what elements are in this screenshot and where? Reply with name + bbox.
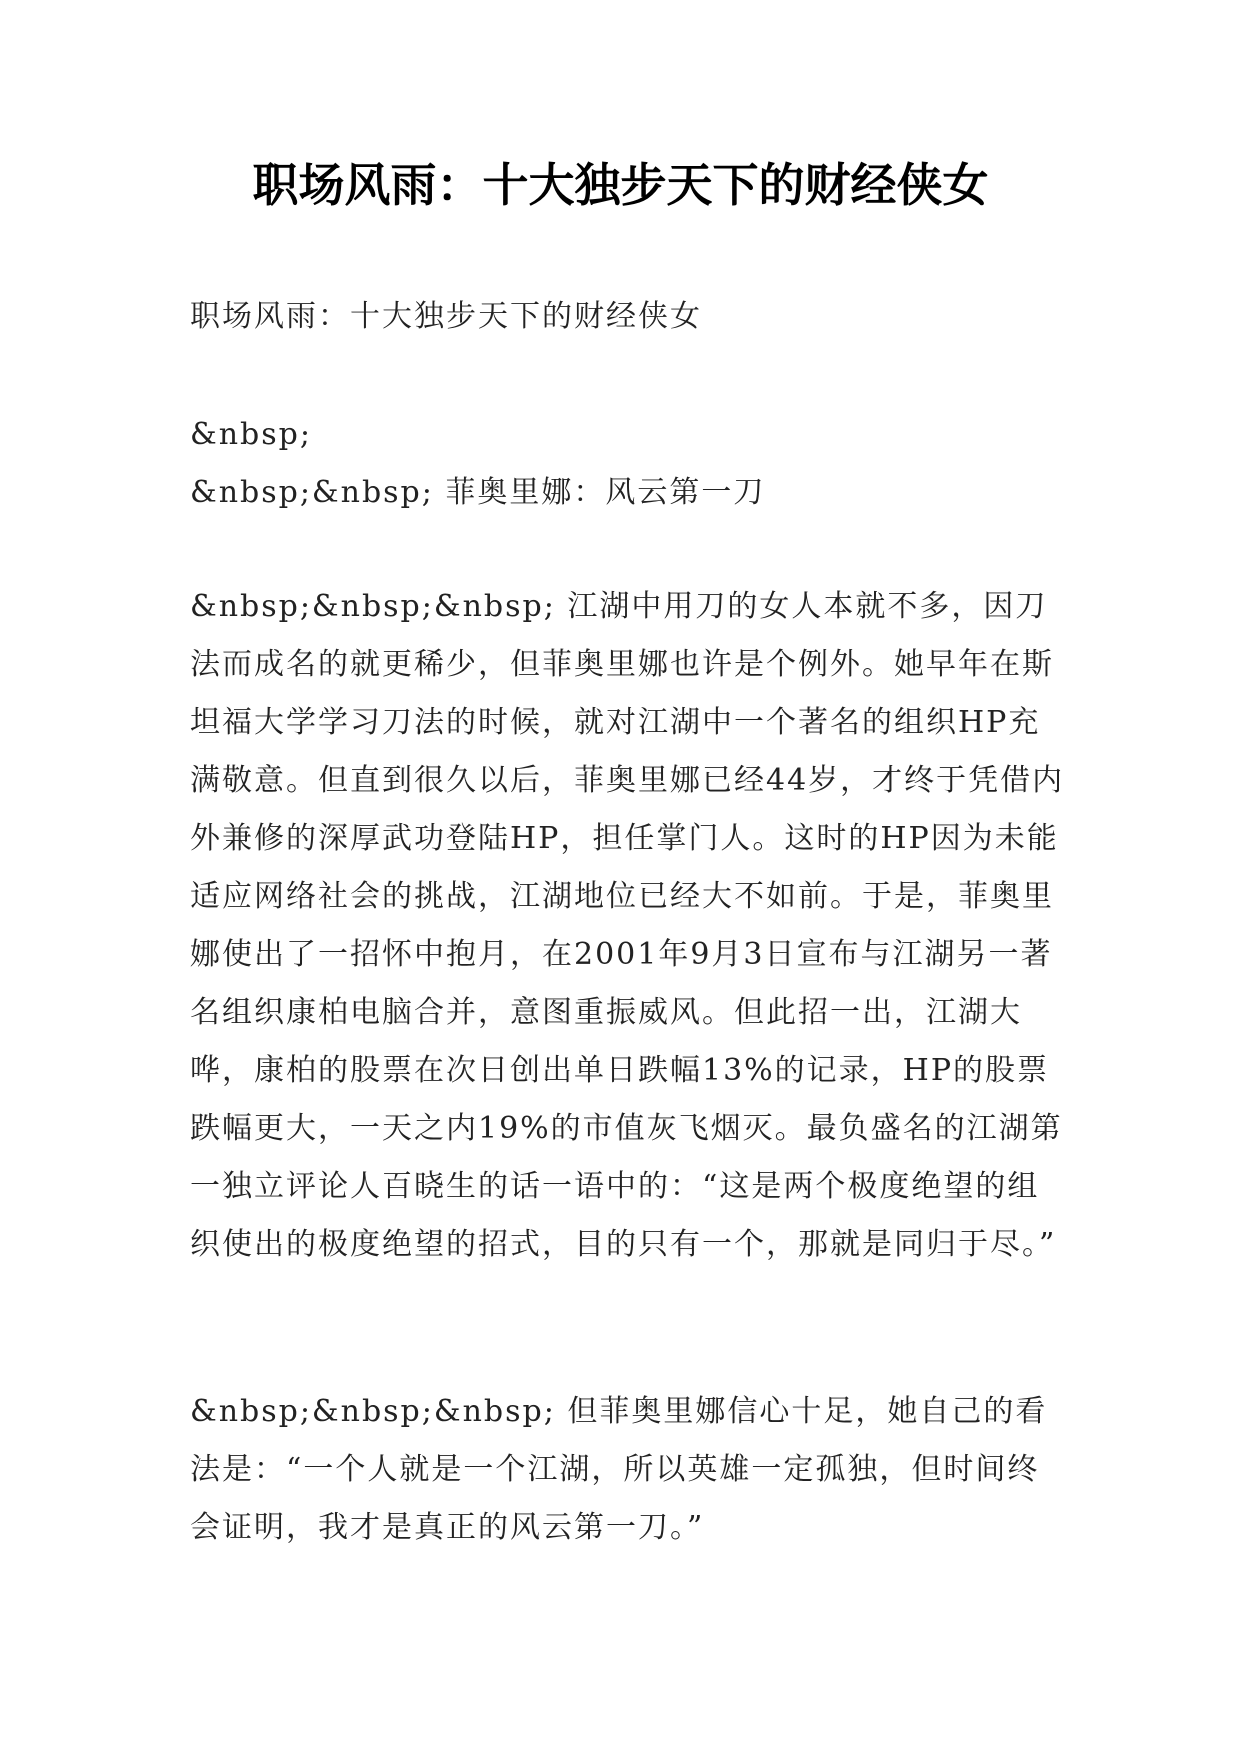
paragraph-2: &nbsp;&nbsp;&nbsp; 但菲奥里娜信心十足，她自己的看法是：“一个人就是一个江湖，所以英雄一定孤独，但时间终会证明，我才是真正的风云第一刀。” xyxy=(190,1394,1048,1545)
document-subtitle: 职场风雨：十大独步天下的财经侠女 xyxy=(190,299,702,334)
paragraph-1: &nbsp;&nbsp;&nbsp; 江湖中用刀的女人本就不多，因刀法而成名的就更稀少，但菲奥里娜也许是个例外。她早年在斯坦福大学学习刀法的时候，就对江湖中一个著名的组织HP充满敬意。但直到很久以后，菲奥里娜已经44岁，才终于凭借内外兼修的深厚武功登陆HP，担任掌门人。这时的HP因为未能适应网络社会的挑战，江湖地位已经大不如前。于是，菲奥里娜使出了一招怀中抱月，在2001年9月3日宣布与江湖另一著名组织康柏电脑合并，意图重振威风。但此招一出，江湖大哗，康柏的股票在次日创出单日跌幅13%的记录，HP的股票跌幅更大，一天之内19%的市值灰飞烟灭。最负盛名的江湖第一独立评论人百晓生的话一语中的：“这是两个极度绝望的组织使出的极度绝望的招式，目的只有一个，那就是同归于尽。” xyxy=(190,589,1065,1262)
document-title: 职场风雨：十大独步天下的财经侠女 xyxy=(252,158,989,212)
section-heading: &nbsp;&nbsp; 菲奥里娜：风云第一刀 xyxy=(190,475,766,510)
nbsp-line: &nbsp; xyxy=(190,417,312,452)
